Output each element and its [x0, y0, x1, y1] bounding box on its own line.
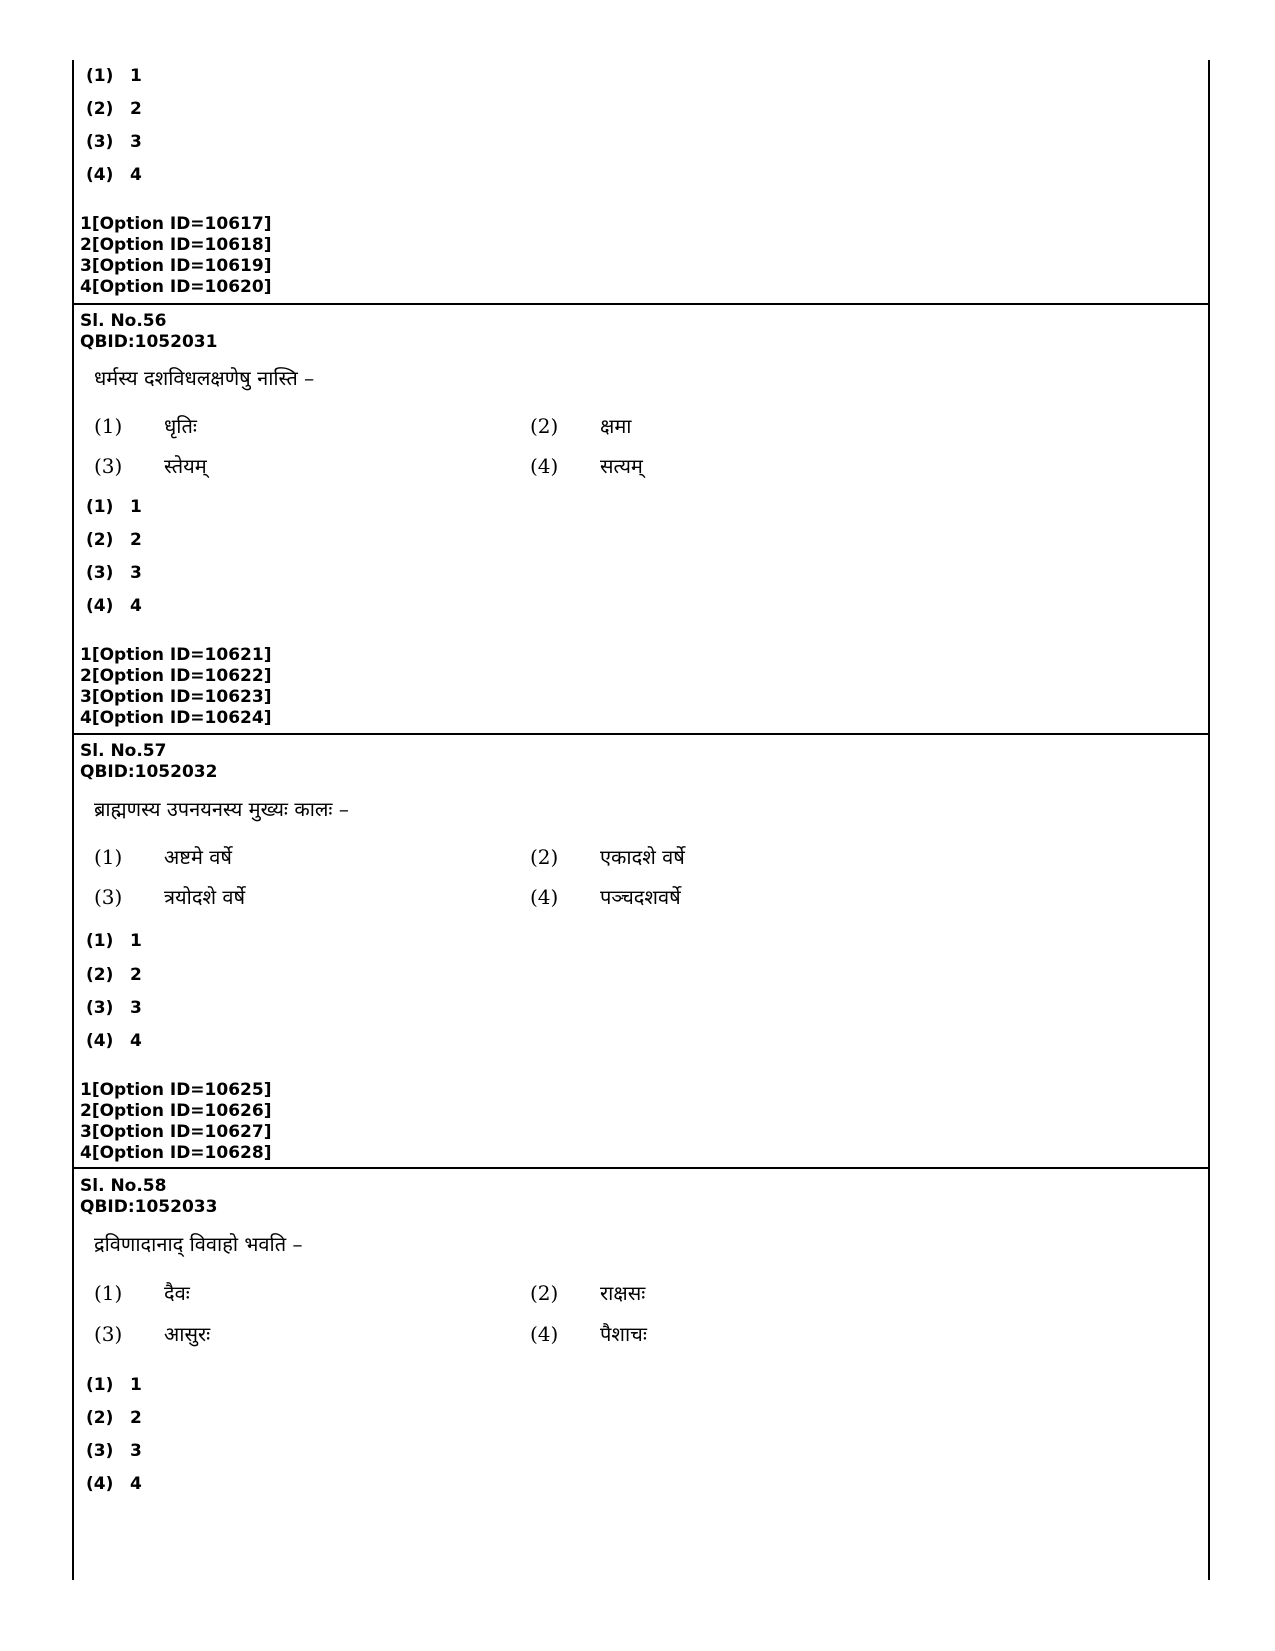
option-id: 4[Option ID=10624]	[80, 708, 272, 728]
option-id: 4[Option ID=10628]	[80, 1143, 272, 1163]
answer-option-3[interactable]: (3) 3	[86, 1441, 142, 1461]
question-text: द्रविणादानाद् विवाहो भवति –	[94, 1232, 303, 1256]
answer-option-4[interactable]: (4) 4	[86, 165, 142, 185]
option-id-list	[80, 214, 271, 298]
qbid: QBID:1052032	[80, 762, 218, 782]
option-id: 1[Option ID=10617]	[80, 214, 272, 234]
question-text: ब्राह्मणस्य उपनयनस्य मुख्यः कालः –	[94, 797, 349, 821]
serial-number: Sl. No.58	[80, 1176, 167, 1196]
answer-option-1[interactable]: (1) 1	[86, 1375, 142, 1395]
answer-option-4[interactable]: (4) 4	[86, 1031, 142, 1051]
option-id: 2[Option ID=10618]	[80, 235, 272, 255]
serial-number: Sl. No.57	[80, 741, 167, 761]
answer-option-2[interactable]: (2) 2	[86, 530, 142, 550]
option-id: 1[Option ID=10625]	[80, 1080, 272, 1100]
option-id: 3[Option ID=10619]	[80, 256, 272, 276]
question-57: Sl. No.57 QBID:1052032 ब्राह्मणस्य उपनयनस्य मुख्यः कालः – (1) अष्टमे वर्षे (2) एकादशे वर्षे (3) त्रयोदशे वर्षे (4) पञ्चदशवर्षे (1) 1 (2) 2 (3) 3 (4) 4 1[Option ID=10625] 2[Option ID=10626] 3[Option ID=10627] 4[Option ID=10628]	[74, 733, 1208, 1167]
answer-option-4[interactable]: (4) 4	[86, 596, 142, 616]
question-56: Sl. No.56 QBID:1052031 धर्मस्य दशविधलक्षणेषु नास्ति – (1) धृतिः (2) क्षमा (3) स्तेयम् (4) सत्यम् (1) 1 (2) 2 (3) 3 (4) 4 1[Option ID=10621] 2[Option ID=10622] 3[Option ID=10623] 4[Option ID=10624]	[74, 303, 1208, 733]
answer-option-3[interactable]: (3) 3	[86, 132, 142, 152]
answer-option-2[interactable]: (2) 2	[86, 99, 142, 119]
answer-option-3[interactable]: (3) 3	[86, 563, 142, 583]
option-id-list	[80, 1080, 271, 1164]
option-id-list	[80, 645, 271, 729]
answer-option-1[interactable]: (1) 1	[86, 66, 142, 86]
answer-option-2[interactable]: (2) 2	[86, 1408, 142, 1428]
answer-option-3[interactable]: (3) 3	[86, 998, 142, 1018]
option-id: 1[Option ID=10621]	[80, 645, 272, 665]
question-58: Sl. No.58 QBID:1052033 द्रविणादानाद् विवाहो भवति – (1) दैवः (2) राक्षसः (3) आसुरः (4) पैशाचः (1) 1 (2) 2 (3) 3 (4) 4	[74, 1167, 1208, 1580]
qbid: QBID:1052031	[80, 332, 218, 352]
answer-option-1[interactable]: (1) 1	[86, 497, 142, 517]
answer-option-4[interactable]: (4) 4	[86, 1474, 142, 1494]
answer-option-1[interactable]: (1) 1	[86, 931, 142, 951]
qbid: QBID:1052033	[80, 1197, 218, 1217]
serial-number: Sl. No.56	[80, 311, 167, 331]
question-sheet	[72, 60, 1210, 1580]
option-id: 3[Option ID=10627]	[80, 1122, 272, 1142]
option-id: 4[Option ID=10620]	[80, 277, 272, 297]
option-id: 3[Option ID=10623]	[80, 687, 272, 707]
answer-option-2[interactable]: (2) 2	[86, 965, 142, 985]
option-id: 2[Option ID=10626]	[80, 1101, 272, 1121]
question-text: धर्मस्य दशविधलक्षणेषु नास्ति –	[94, 366, 315, 390]
question-55-tail	[74, 60, 1208, 303]
option-id: 2[Option ID=10622]	[80, 666, 272, 686]
